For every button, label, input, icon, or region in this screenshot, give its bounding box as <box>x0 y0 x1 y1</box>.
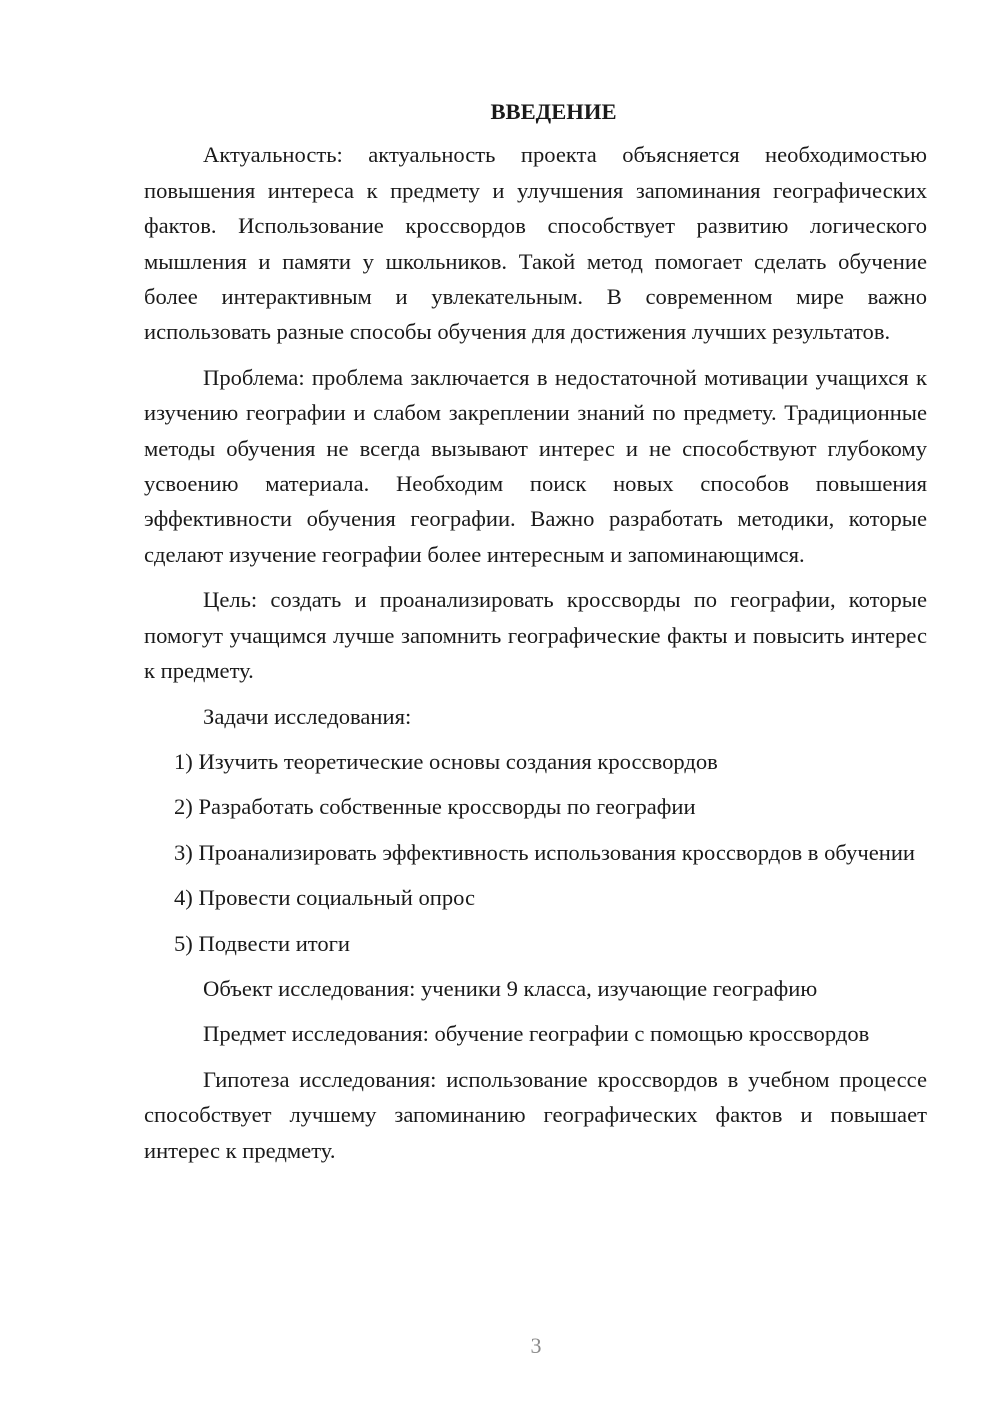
research-object: Объект исследования: ученики 9 класса, изучающие географию <box>203 975 818 1001</box>
section-heading: ВВЕДЕНИЕ <box>490 99 617 124</box>
relevance-paragraph: Актуальность: актуальность проекта объясняется необходимостью повышения интереса к предмету и улучшения запоминания географических фактов. Использование кроссвордов способствует развитию логического мышления и памяти у школьников. Такой метод помогает сделать обучение более интерактивным и увлекательным. В современном мире важно использовать разные способы обучения для достижения лучших результатов. <box>144 142 927 345</box>
hypothesis-paragraph: Гипотеза исследования: использование кроссвордов в учебном процессе способствует лучшему запоминанию географических фактов и повышает интерес к предмету. <box>144 1066 927 1163</box>
task-item: 2) Разработать собственные кроссворды по географии <box>174 794 696 820</box>
page-number: 3 <box>530 1333 542 1358</box>
document-body <box>144 94 927 1178</box>
task-item: 3) Проанализировать эффективность использования кроссвордов в обучении <box>174 839 916 865</box>
task-item: 4) Провести социальный опрос <box>174 885 476 911</box>
task-item: 1) Изучить теоретические основы создания кроссвордов <box>174 748 718 774</box>
goal-paragraph: Цель: создать и проанализировать кроссворды по географии, которые помогут учащимся лучше запомнить географические факты и повысить интерес к предмету. <box>144 587 927 684</box>
tasks-title: Задачи исследования: <box>203 703 412 729</box>
problem-paragraph: Проблема: проблема заключается в недостаточной мотивации учащихся к изучению географии и слабом закреплении знаний по предмету. Традиционные методы обучения не всегда вызывают интерес и не способствуют глубокому усвоению материала. Необходим поиск новых способов повышения эффективности обучения географии. Важно разработать методики, которые сделают изучение географии более интересным и запоминающимся. <box>144 364 927 567</box>
research-subject: Предмет исследования: обучение географии с помощью кроссвордов <box>203 1021 870 1047</box>
task-item: 5) Подвести итоги <box>174 930 351 956</box>
